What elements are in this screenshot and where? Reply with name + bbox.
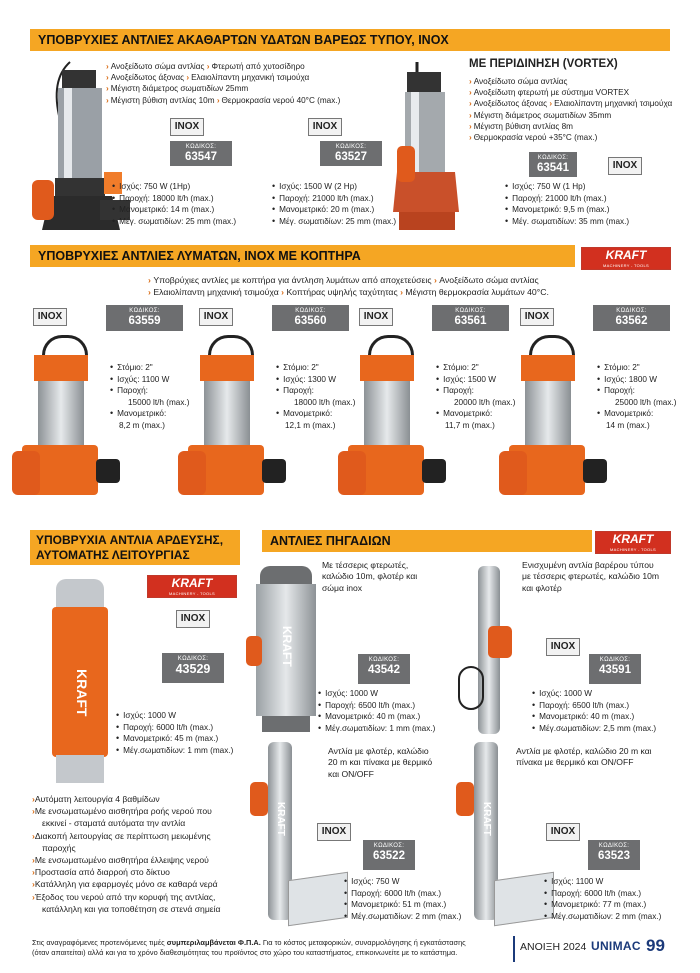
- inox-badge: INOX: [520, 308, 554, 326]
- pump-63522-image: KRAFT: [250, 742, 350, 930]
- kraft-logo: KRAFT MACHINERY - TOOLS: [147, 575, 237, 598]
- specs-63561: • Στόμιο: 2" • Ισχύς: 1500 W • Παροχή: 20000 lt/h (max.) • Μανομετρικό: 11,7 m (max.): [436, 362, 515, 432]
- specs-63559: • Στόμιο: 2" • Ισχύς: 1100 W • Παροχή: 15000 lt/h (max.) • Μανομετρικό: 8,2 m (max.): [110, 362, 189, 432]
- product-code-43542: ΚΩΔΙΚΟΣ: 43542: [358, 654, 410, 684]
- vortex-features: › Ανοξείδωτο σώμα αντλίας › Ανοξείδωτη φτερωτή με σύστημα VORTEX › Ανοξείδωτος άξονας › Ελαιολίπαντη μηχανική τσιμούχα › Μέγιστη διάμετρος σωματιδίων 35mm › Μέγιστη βύθιση αντλίας 8m › Θερμοκρασία νερού +35°C (max.): [469, 77, 673, 143]
- feature-line: › Μέγιστη διάμετρος σωματιδίων 25mm: [106, 84, 249, 94]
- section-title-cutter-pumps: ΥΠΟΒΡΥΧΙΕΣ ΑΝΤΛΙΕΣ ΛΥΜΑΤΩΝ, INOX ΜΕ ΚΟΠΤΗΡΑ: [30, 245, 575, 267]
- kraft-logo: KRAFT MACHINERY - TOOLS: [595, 531, 671, 554]
- irrigation-features: › Αυτόματη λειτουργία 4 βαθμίδων › Με ενσωματωμένο αισθητήρα ροής νερού που εκκινεί - σταματά αυτόματα την αντλία › Διακοπή λειτουργίας σε περίπτωση μειωμένης παροχής › Με ενσωματωμένο αισθητήρα έλλειψης νερού › Προστασία από διαρροή στο δίκτυο › Κατάλληλη για εφαρμογές μόνο σε καθαρά νερά › Έξοδος του νερού από την κορυφή της αντλίας, κατάλληλη και για τοποθέτηση σε στενά σημεία: [32, 793, 237, 915]
- specs-63522: • Ισχύς: 750 W • Παροχή: 6000 lt/h (max.) • Μανομετρικό: 51 m (max.) • Μέγ.σωματιδίων: 2 mm (max.): [344, 876, 461, 922]
- product-code-63522: ΚΩΔΙΚΟΣ: 63522: [363, 840, 415, 870]
- inox-badge: INOX: [359, 308, 393, 326]
- specs-43542: • Ισχύς: 1000 W • Παροχή: 6500 lt/h (max.) • Μανομετρικό: 40 m (max.) • Μέγ.σωματιδίων: 1 mm (max.): [318, 688, 435, 734]
- unimac-logo: UNIMAC: [591, 939, 641, 953]
- inox-badge: INOX: [308, 118, 342, 136]
- product-code-43529: ΚΩΔΙΚΟΣ: 43529: [162, 653, 224, 683]
- section1-features: [106, 61, 406, 106]
- specs-43591: • Ισχύς: 1000 W • Παροχή: 6500 lt/h (max.) • Μανομετρικό: 40 m (max.) • Μέγ.σωματιδίων: 2,5 mm (max.): [532, 688, 656, 734]
- section2-description: › Υποβρύχιες αντλίες με κοπτήρα για άντληση λυμάτων από αποχετεύσεις › Ανοξείδωτο σώμα αντλίας › Ελαιολίπαντη μηχανική τσιμούχα › Κοπτήρας υψηλής ταχύτητας › Μέγιστη θερμοκρασία λυμάτων 40°C.: [148, 275, 549, 297]
- inox-badge: INOX: [199, 308, 233, 326]
- cutter-pump-image: [12, 335, 122, 505]
- product-code-63559: ΚΩΔΙΚΟΣ: 63559: [106, 305, 183, 331]
- section-title-sewage-pumps: ΥΠΟΒΡΥΧΙΕΣ ΑΝΤΛΙΕΣ ΑΚΑΘΑΡΤΩΝ ΥΔΑΤΩΝ ΒΑΡΕΩΣ ΤΥΠΟΥ, INOX: [30, 29, 670, 51]
- inox-badge: INOX: [546, 638, 580, 656]
- specs-63541: • Ισχύς: 750 W (1 Hp) • Παροχή: 21000 lt/h (max.) • Μανομετρικό: 9,5 m (max.) • Μέγ. σωματιδίων: 35 mm (max.): [505, 181, 629, 227]
- page-number: 99: [646, 936, 665, 955]
- footer-divider: [513, 936, 515, 962]
- desc-63523: Αντλία με φλοτέρ, καλώδιο 20 m και πίνακα με θερμικό και ON/OFF: [516, 746, 652, 768]
- pump-63523-image: KRAFT: [456, 742, 556, 930]
- cutter-pump-image: [499, 335, 609, 505]
- desc-43591: Ενισχυμένη αντλία βαρέρου τύπου με τέσσερις φτερωτές, καλώδιο 10m και φλοτέρ: [522, 560, 660, 593]
- footer-season: ΑΝΟΙΞΗ 2024: [520, 941, 587, 953]
- feature-line: › Ανοξείδωτος άξονας › Ελαιολίπαντη μηχανική τσιμούχα: [106, 73, 310, 83]
- inox-badge: INOX: [546, 823, 580, 841]
- pump-43591-image: [458, 566, 518, 734]
- product-code-63523: ΚΩΔΙΚΟΣ: 63523: [588, 840, 640, 870]
- inox-badge: INOX: [170, 118, 204, 136]
- inox-badge: INOX: [33, 308, 67, 326]
- kraft-logo: KRAFT MACHINERY - TOOLS: [581, 247, 671, 270]
- product-code-63547: ΚΩΔΙΚΟΣ: 63547: [170, 141, 232, 166]
- specs-63560: • Στόμιο: 2" • Ισχύς: 1300 W • Παροχή: 18000 lt/h (max.) • Μανομετρικό: 12,1 m (max.): [276, 362, 355, 432]
- vortex-title: ΜΕ ΠΕΡΙΔΙΝΗΣΗ (VORTEX): [469, 58, 618, 70]
- specs-63523: • Ισχύς: 1100 W • Παροχή: 6000 lt/h (max.) • Μανομετρικό: 77 m (max.) • Μέγ.σωματιδίων: 2 mm (max.): [544, 876, 661, 922]
- inox-badge: INOX: [608, 157, 642, 175]
- product-code-63561: ΚΩΔΙΚΟΣ: 63561: [432, 305, 509, 331]
- specs-63547: • Ισχύς: 750 W (1Hp) • Παροχή: 18000 lt/h (max.) • Μανομετρικό: 14 m (max.) • Μέγ. σωματιδίων: 25 mm (max.): [112, 181, 236, 227]
- inox-badge: INOX: [317, 823, 351, 841]
- feature-line: › Μέγιστη βύθιση αντλίας 10m › Θερμοκρασία νερού 40°C (max.): [106, 95, 341, 105]
- footer-note: Στις αναγραφόμενες προτεινόμενες τιμές συμπεριλαμβάνεται Φ.Π.Α. Για το κόστος μεταφορικών, συναρμολόγησης ή εγκατάστασης (όταν απαιτείται) αλλά και για το χρόνο διαθεσιμότητας του προϊόντος στο χώρο του καταστήματος, επικοινωνείτε με το κατάστημα.: [32, 938, 466, 957]
- product-code-63562: ΚΩΔΙΚΟΣ: 63562: [593, 305, 670, 331]
- specs-43529: • Ισχύς: 1000 W • Παροχή: 6000 lt/h (max.) • Μανομετρικό: 45 m (max.) • Μέγ.σωματιδίων: 1 mm (max.): [116, 710, 233, 756]
- specs-63527: • Ισχύς: 1500 W (2 Hp) • Παροχή: 21000 lt/h (max.) • Μανομετρικό: 20 m (max.) • Μέγ. σωματιδίων: 25 mm (max.): [272, 181, 396, 227]
- pump-43529-image: KRAFT: [52, 579, 108, 783]
- inox-badge: INOX: [176, 610, 210, 628]
- cutter-pump-image: [338, 335, 448, 505]
- product-code-43591: ΚΩΔΙΚΟΣ: 43591: [589, 654, 641, 684]
- pump-63541-image: [393, 62, 463, 240]
- specs-63562: • Στόμιο: 2" • Ισχύς: 1800 W • Παροχή: 25000 lt/h (max.) • Μανομετρικό: 14 m (max.): [597, 362, 676, 432]
- product-code-63560: ΚΩΔΙΚΟΣ: 63560: [272, 305, 349, 331]
- desc-43542: Με τέσσερις φτερωτές, καλώδιο 10m, φλοτέρ και σώμα inox: [322, 560, 418, 593]
- section-title-well-pumps: ΑΝΤΛΙΕΣ ΠΗΓΑΔΙΩΝ: [262, 530, 592, 552]
- section-title-irrigation-pump: ΥΠΟΒΡΥΧΙΑ ΑΝΤΛΙΑ ΑΡΔΕΥΣΗΣ, ΑΥΤΟΜΑΤΗΣ ΛΕΙΤΟΥΡΓΙΑΣ: [30, 530, 240, 565]
- cutter-pump-image: [178, 335, 288, 505]
- page-footer: [0, 934, 700, 973]
- product-code-63541: ΚΩΔΙΚΟΣ: 63541: [529, 152, 577, 177]
- desc-63522: Αντλία με φλοτέρ, καλώδιο 20 m και πίνακα με θερμικό και ON/OFF: [328, 746, 433, 779]
- pump-43542-image: KRAFT: [246, 566, 321, 734]
- feature-line: › Ανοξείδωτο σώμα αντλίας › Φτερωτή από χυτοσίδηρο: [106, 62, 305, 71]
- product-code-63527: ΚΩΔΙΚΟΣ: 63527: [320, 141, 382, 166]
